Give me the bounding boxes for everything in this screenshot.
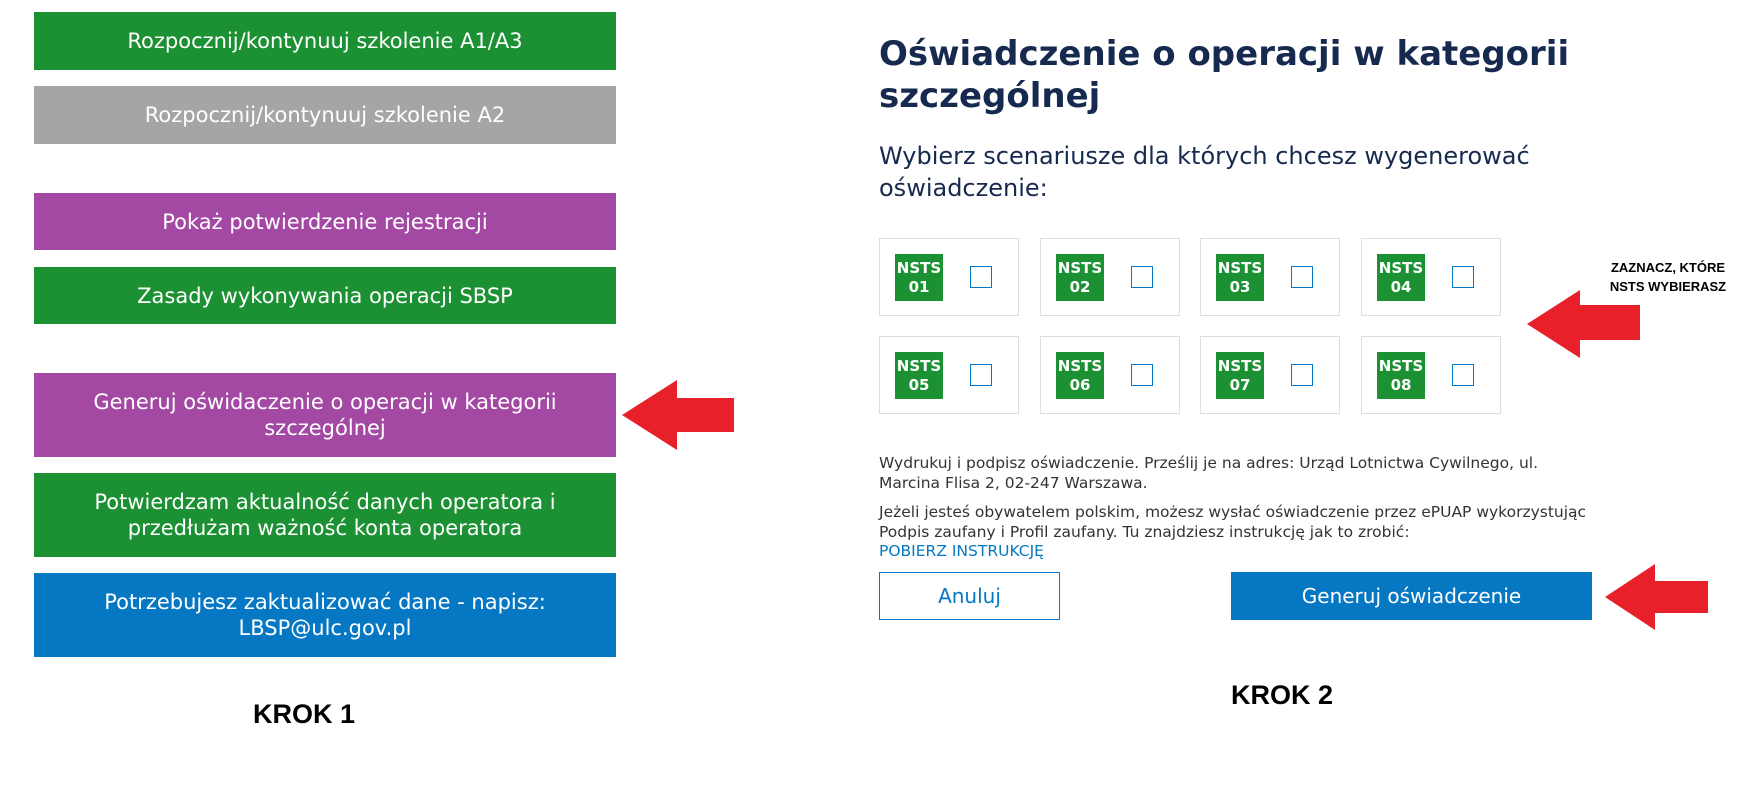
scenario-badge <box>1377 254 1425 301</box>
scenario-number: 07 <box>1229 375 1251 394</box>
scenario-number: 06 <box>1069 375 1091 394</box>
start-training-a2-button[interactable]: Rozpocznij/kontynuuj szkolenie A2 <box>34 86 616 144</box>
scenario-badge <box>1216 254 1264 301</box>
scenario-badge <box>1056 352 1104 399</box>
show-registration-confirmation-button[interactable]: Pokaż potwierdzenie rejestracji <box>34 193 616 250</box>
scenario-badge <box>1377 352 1425 399</box>
scenario-card-nsts-04 <box>1361 238 1501 316</box>
scenario-card-nsts-06 <box>1040 336 1180 414</box>
scenario-name: NSTS <box>1378 356 1424 375</box>
scenario-number: 01 <box>908 277 930 296</box>
scenario-badge <box>895 254 943 301</box>
scenario-checkbox-03[interactable] <box>1291 266 1313 288</box>
scenario-checkbox-07[interactable] <box>1291 364 1313 386</box>
scenario-card-nsts-07 <box>1200 336 1340 414</box>
scenario-name: NSTS <box>1057 356 1103 375</box>
scenario-checkbox-01[interactable] <box>970 266 992 288</box>
scenario-badge <box>1216 352 1264 399</box>
scenario-name: NSTS <box>1378 258 1424 277</box>
confirm-operator-data-button[interactable]: Potwierdzam aktualność danych operatora i przedłużam ważność konta operatora <box>34 473 616 557</box>
scenario-number: 04 <box>1390 277 1412 296</box>
scenario-checkbox-05[interactable] <box>970 364 992 386</box>
epuap-instruction-text <box>879 503 1599 562</box>
arrow-left-icon <box>1527 290 1640 358</box>
download-instruction-link[interactable]: POBIERZ INSTRUKCJĘ <box>879 542 1044 560</box>
update-data-contact-button[interactable]: Potrzebujesz zaktualizować dane - napisz: LBSP@ulc.gov.pl <box>34 573 616 657</box>
scenario-card-nsts-03 <box>1200 238 1340 316</box>
sbsp-rules-button[interactable]: Zasady wykonywania operacji SBSP <box>34 267 616 324</box>
scenario-name: NSTS <box>896 258 942 277</box>
cancel-button[interactable]: Anuluj <box>879 572 1060 620</box>
generate-declaration-submit-button[interactable]: Generuj oświadczenie <box>1231 572 1592 620</box>
scenario-badge <box>1056 254 1104 301</box>
scenario-badge <box>895 352 943 399</box>
generate-declaration-button[interactable]: Generuj oświdaczenie o operacji w kategorii szczególnej <box>34 373 616 457</box>
scenario-card-nsts-08 <box>1361 336 1501 414</box>
step-1-caption: KROK 1 <box>253 699 356 729</box>
scenario-name: NSTS <box>1217 258 1263 277</box>
hint-line-2: NSTS WYBIERASZ <box>1609 279 1727 294</box>
scenario-checkbox-02[interactable] <box>1131 266 1153 288</box>
arrow-left-icon <box>1605 564 1708 630</box>
scenario-card-nsts-05 <box>879 336 1019 414</box>
scenario-number: 08 <box>1390 375 1412 394</box>
scenario-checkbox-04[interactable] <box>1452 266 1474 288</box>
scenario-checkbox-08[interactable] <box>1452 364 1474 386</box>
hint-line-1: ZAZNACZ, KTÓRE <box>1610 260 1726 275</box>
scenario-name: NSTS <box>1217 356 1263 375</box>
scenario-checkbox-06[interactable] <box>1131 364 1153 386</box>
scenario-name: NSTS <box>1057 258 1103 277</box>
scenario-number: 02 <box>1069 277 1091 296</box>
step-2-caption: KROK 2 <box>1231 680 1334 710</box>
mail-instruction-text: Wydrukuj i podpisz oświadczenie. Prześlij je na adres: Urząd Lotnictwa Cywilnego, ul. Marcina Flisa 2, 02-247 Warszawa. <box>879 454 1539 492</box>
start-training-a1-a3-button[interactable]: Rozpocznij/kontynuuj szkolenie A1/A3 <box>34 12 616 70</box>
scenario-name: NSTS <box>896 356 942 375</box>
scenario-number: 03 <box>1229 277 1251 296</box>
scenario-card-nsts-02 <box>1040 238 1180 316</box>
epuap-instruction-body: Jeżeli jesteś obywatelem polskim, możesz wysłać oświadczenie przez ePUAP wykorzystując Podpis zaufany i Profil zaufany. Tu znajdziesz instrukcję jak to zrobić: <box>879 503 1587 541</box>
scenario-number: 05 <box>908 375 930 394</box>
page-title: Oświadczenie o operacji w kategorii szczególnej <box>879 34 1570 116</box>
scenario-card-nsts-01 <box>879 238 1019 316</box>
arrow-left-icon <box>622 380 734 450</box>
page-subtitle: Wybierz scenariusze dla których chcesz wygenerować oświadczenie: <box>879 142 1530 202</box>
